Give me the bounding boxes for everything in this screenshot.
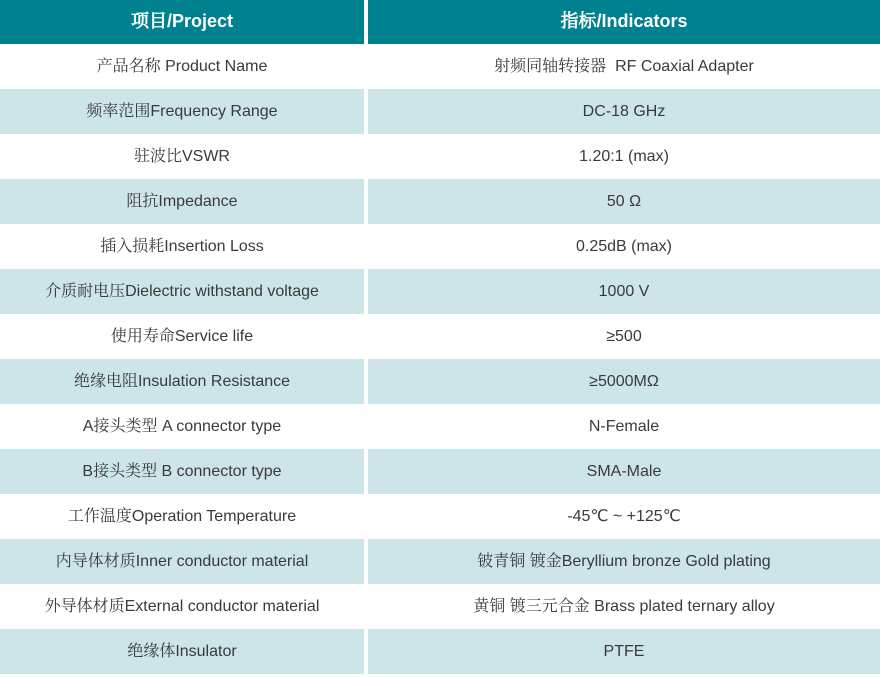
project-cell: 绝缘体Insulator bbox=[0, 629, 364, 674]
project-cell: 产品名称 Product Name bbox=[0, 44, 364, 89]
indicator-cell: DC-18 GHz bbox=[368, 89, 880, 134]
header-cell-indicators: 指标/Indicators bbox=[368, 0, 880, 44]
indicator-cell: 0.25dB (max) bbox=[368, 224, 880, 269]
project-cell: A接头类型 A connector type bbox=[0, 404, 364, 449]
table-row bbox=[0, 134, 880, 179]
project-cell: 工作温度Operation Temperature bbox=[0, 494, 364, 539]
indicator-cell: 1000 V bbox=[368, 269, 880, 314]
project-cell: 内导体材质Inner conductor material bbox=[0, 539, 364, 584]
table-row bbox=[0, 269, 880, 314]
table-row bbox=[0, 629, 880, 674]
table-body bbox=[0, 44, 880, 674]
project-cell: 介质耐电压Dielectric withstand voltage bbox=[0, 269, 364, 314]
table-row bbox=[0, 179, 880, 224]
indicator-cell: 铍青铜 镀金Beryllium bronze Gold plating bbox=[368, 539, 880, 584]
project-cell: B接头类型 B connector type bbox=[0, 449, 364, 494]
indicator-cell: 射频同轴转接器 RF Coaxial Adapter bbox=[368, 44, 880, 89]
project-cell: 绝缘电阻Insulation Resistance bbox=[0, 359, 364, 404]
table-row bbox=[0, 404, 880, 449]
project-cell: 阻抗Impedance bbox=[0, 179, 364, 224]
indicator-cell: -45℃ ~ +125℃ bbox=[368, 494, 880, 539]
project-cell: 使用寿命Service life bbox=[0, 314, 364, 359]
project-cell: 外导体材质External conductor material bbox=[0, 584, 364, 629]
project-cell: 驻波比VSWR bbox=[0, 134, 364, 179]
table-row bbox=[0, 494, 880, 539]
table-header-row bbox=[0, 0, 880, 44]
table-row bbox=[0, 89, 880, 134]
indicator-cell: N-Female bbox=[368, 404, 880, 449]
table-row bbox=[0, 449, 880, 494]
indicator-cell: SMA-Male bbox=[368, 449, 880, 494]
header-cell-project: 项目/Project bbox=[0, 0, 364, 44]
project-cell: 频率范围Frequency Range bbox=[0, 89, 364, 134]
table-row bbox=[0, 584, 880, 629]
table-row bbox=[0, 224, 880, 269]
indicator-cell: PTFE bbox=[368, 629, 880, 674]
indicator-cell: 50 Ω bbox=[368, 179, 880, 224]
table-row bbox=[0, 359, 880, 404]
table-row bbox=[0, 539, 880, 584]
indicator-cell: 1.20:1 (max) bbox=[368, 134, 880, 179]
project-cell: 插入损耗Insertion Loss bbox=[0, 224, 364, 269]
table-row bbox=[0, 314, 880, 359]
indicator-cell: ≥5000MΩ bbox=[368, 359, 880, 404]
table-row bbox=[0, 44, 880, 89]
indicator-cell: ≥500 bbox=[368, 314, 880, 359]
indicator-cell: 黄铜 镀三元合金 Brass plated ternary alloy bbox=[368, 584, 880, 629]
